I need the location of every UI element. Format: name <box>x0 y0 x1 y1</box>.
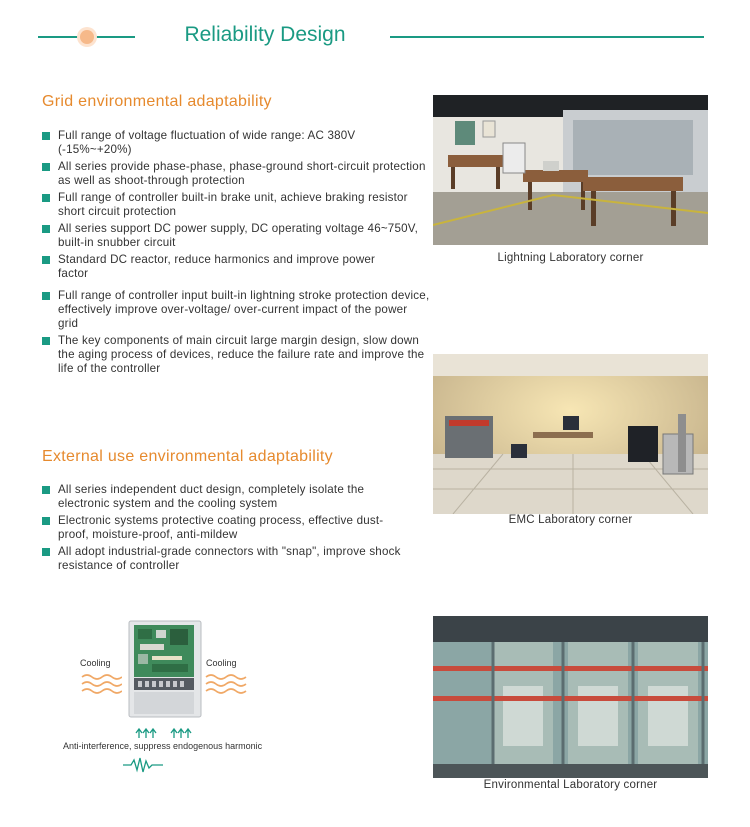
lightning-lab-caption: Lightning Laboratory corner <box>497 252 644 264</box>
list-item: Standard DC reactor, reduce harmonics and improve power factor <box>42 253 430 281</box>
square-bullet-icon <box>42 225 50 233</box>
square-bullet-icon <box>42 292 50 300</box>
grid-heading: Grid environmental adaptability <box>42 93 272 110</box>
emc-lab-photo <box>433 354 708 514</box>
external-heading: External use environmental adaptability <box>42 448 333 465</box>
lightning-lab-photo <box>433 95 708 245</box>
list-item: All series support DC power supply, DC operating voltage 46~750V, built-in snubber circuit <box>42 222 430 250</box>
square-bullet-icon <box>42 337 50 345</box>
emc-lab-caption: EMC Laboratory corner <box>508 514 633 526</box>
heat-wave-right-icon <box>204 672 248 696</box>
list-item: Electronic systems protective coating process, effective dust-proof, moisture-proof, anti-mildew <box>42 514 412 542</box>
diagram-caption: Anti-interference, suppress endogenous harmonic <box>63 741 263 751</box>
airflow-arrows-left-icon <box>135 727 157 739</box>
square-bullet-icon <box>42 486 50 494</box>
environmental-lab-caption: Environmental Laboratory corner <box>483 779 658 791</box>
square-bullet-icon <box>42 256 50 264</box>
grid-list <box>42 129 430 376</box>
cooling-right-label: Cooling <box>206 658 237 668</box>
list-item: The key components of main circuit large margin design, slow down the aging process of devices, reduce the failure rate and improve the life of the controller <box>42 334 430 376</box>
environmental-lab-photo <box>433 616 708 778</box>
list-item: Full range of controller built-in brake unit, achieve braking resistor short circuit protection <box>42 191 430 219</box>
cooling-left-label: Cooling <box>80 658 111 668</box>
square-bullet-icon <box>42 132 50 140</box>
list-item: All adopt industrial-grade connectors with "snap", improve shock resistance of controller <box>42 545 412 573</box>
list-item: All series provide phase-phase, phase-ground short-circuit protection as well as shoot-through protection <box>42 160 430 188</box>
harmonic-wave-icon <box>123 756 163 774</box>
square-bullet-icon <box>42 194 50 202</box>
list-item: All series independent duct design, completely isolate the electronic system and the cooling system <box>42 483 412 511</box>
header-line-right <box>390 36 704 38</box>
list-item: Full range of voltage fluctuation of wide range: AC 380V (-15%~+20%) <box>42 129 430 157</box>
page-title: Reliability Design <box>184 23 346 46</box>
square-bullet-icon <box>42 163 50 171</box>
heat-wave-left-icon <box>80 672 122 696</box>
external-list <box>42 483 412 573</box>
square-bullet-icon <box>42 548 50 556</box>
square-bullet-icon <box>42 517 50 525</box>
controller-image <box>128 620 202 718</box>
airflow-arrows-right-icon <box>170 727 192 739</box>
list-item: Full range of controller input built-in lightning stroke protection device, effectively improve over-voltage/ over-current impact of the power grid <box>42 289 430 331</box>
